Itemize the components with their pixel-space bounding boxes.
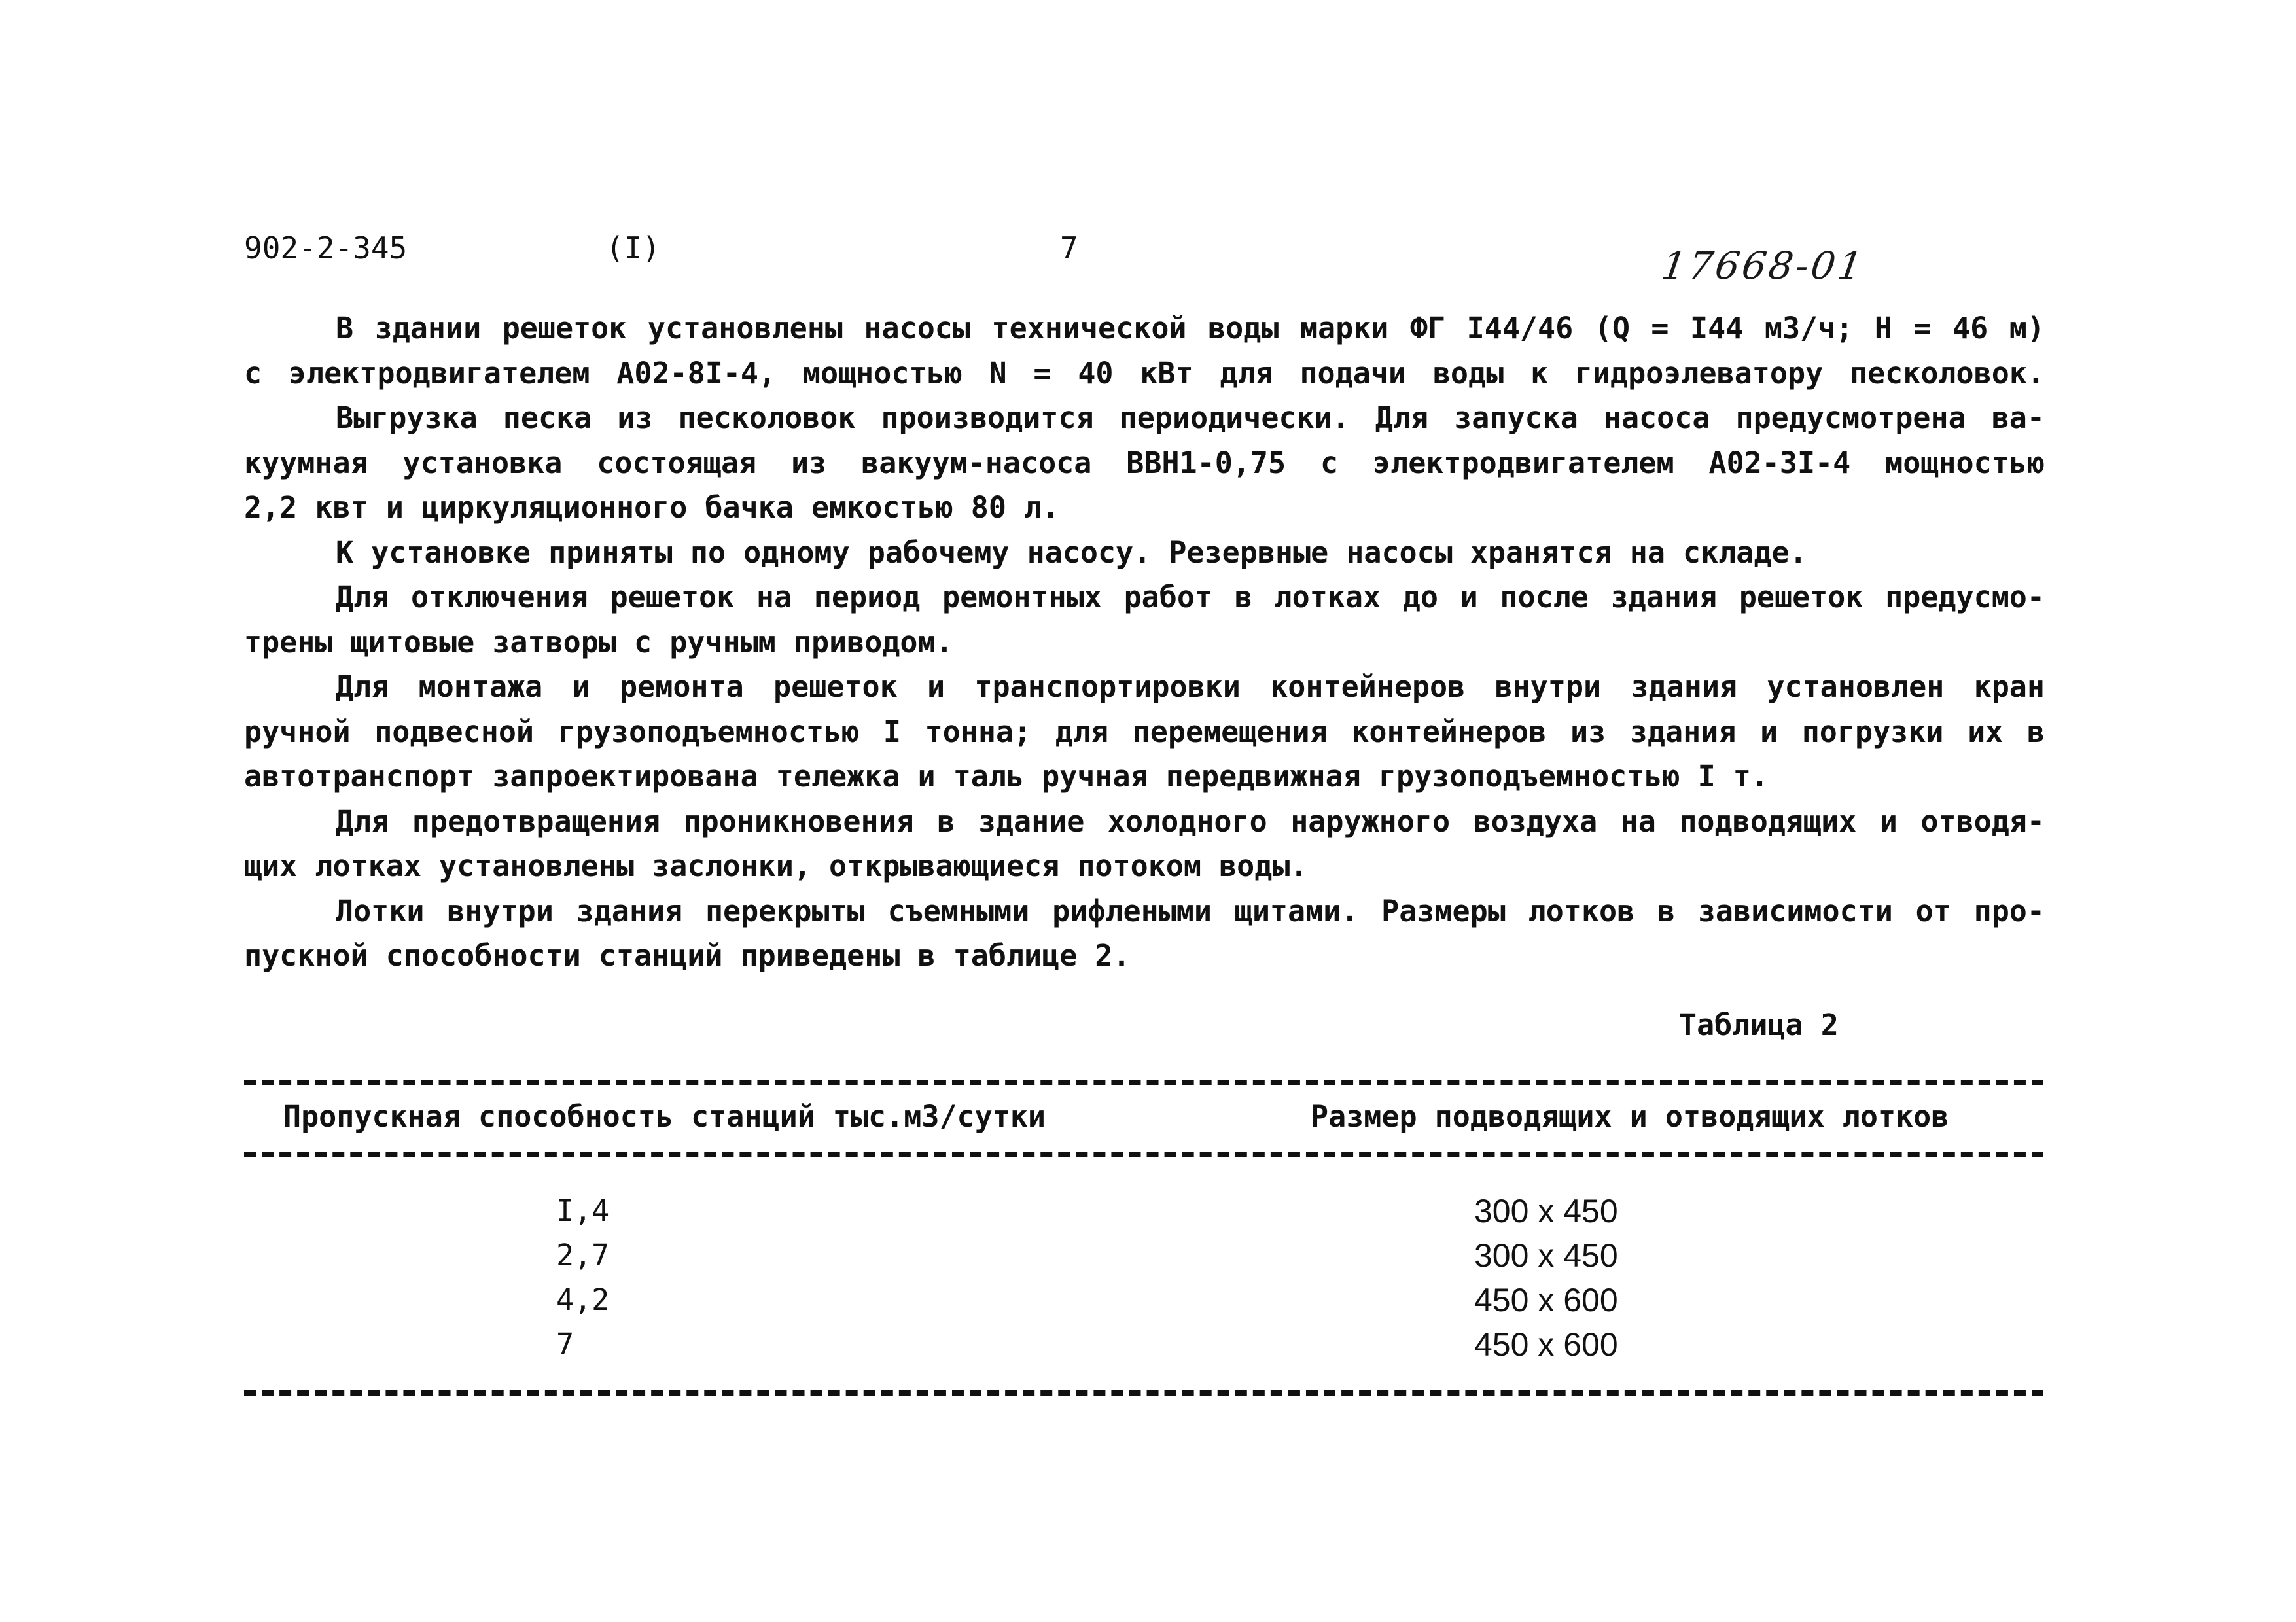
text-line: куумная установка состоящая из вакуум-насоса ВВН1-0,75 с электродвигателем А02-3I-4 мощностью [244, 445, 2045, 480]
text-line: Для монтажа и ремонта решеток и транспортировки контейнеров внутри здания установлен кран [336, 669, 2045, 704]
handwritten-stamp: 17668-01 [1659, 243, 1868, 288]
text-line: Для отключения решеток на период ремонтных работ в лотках до и после здания решеток предусмо- [336, 580, 2045, 614]
body-text [244, 306, 2045, 979]
table-cell-size: 300 х 450 [1474, 1193, 1618, 1229]
text-line: Для предотвращения проникновения в здание холодного наружного воздуха на подводящих и отводя- [336, 803, 2045, 839]
table-rule-header [244, 1152, 2043, 1157]
table-cell-capacity: 7 [556, 1327, 574, 1362]
text-line: щих лотках установлены заслонки, открывающиеся потоком воды. [244, 849, 1308, 883]
text-line: К установке приняты по одному рабочему насосу. Резервные насосы хранятся на складе. [336, 535, 1807, 570]
text-line: В здании решеток установлены насосы технической воды марки ФГ I44/46 (Q = I44 м3/ч; Н = 46 м) [336, 311, 2045, 345]
table-rule-top [244, 1080, 2043, 1085]
text-line: ручной подвесной грузоподъемностью I тонна; для перемещения контейнеров из здания и погрузки их в [244, 714, 2045, 749]
sheet-number: (I) [606, 230, 661, 266]
document-code: 902-2-345 [244, 230, 408, 266]
text-line: Выгрузка песка из песколовок производится периодически. Для запуска насоса предусмотрена ва- [336, 400, 2045, 435]
text-line: 2,2 квт и циркуляционного бачка емкостью 80 л. [244, 490, 1060, 525]
table-cell-capacity: 2,7 [556, 1238, 610, 1273]
table-cell-capacity: I,4 [556, 1193, 610, 1228]
page-number: 7 [1060, 230, 1078, 266]
table-caption: Таблица 2 [1679, 1008, 1839, 1042]
table-cell-size: 450 х 600 [1474, 1282, 1618, 1318]
text-line: с электродвигателем А02-8I-4, мощностью N = 40 кВт для подачи воды к гидроэлеватору песколовок. [244, 355, 2045, 391]
text-line: автотранспорт запроектирована тележка и таль ручная передвижная грузоподъемностью I т. [244, 759, 1769, 794]
table-rule-bottom [244, 1390, 2043, 1396]
table-cell-size: 300 х 450 [1474, 1237, 1618, 1274]
table-cell-capacity: 4,2 [556, 1282, 610, 1317]
text-line: пускной способности станций приведены в таблице 2. [244, 938, 1131, 973]
table-header-size: Размер подводящих и отводящих лотков [1311, 1099, 1949, 1134]
text-line: трены щитовые затворы с ручным приводом. [244, 624, 953, 660]
table-cell-size: 450 х 600 [1474, 1326, 1618, 1363]
table-header-capacity: Пропускная способность станций тыс.м3/сутки [283, 1099, 1046, 1134]
text-line: Лотки внутри здания перекрыты съемными рифлеными щитами. Размеры лотков в зависимости от про- [336, 893, 2045, 928]
